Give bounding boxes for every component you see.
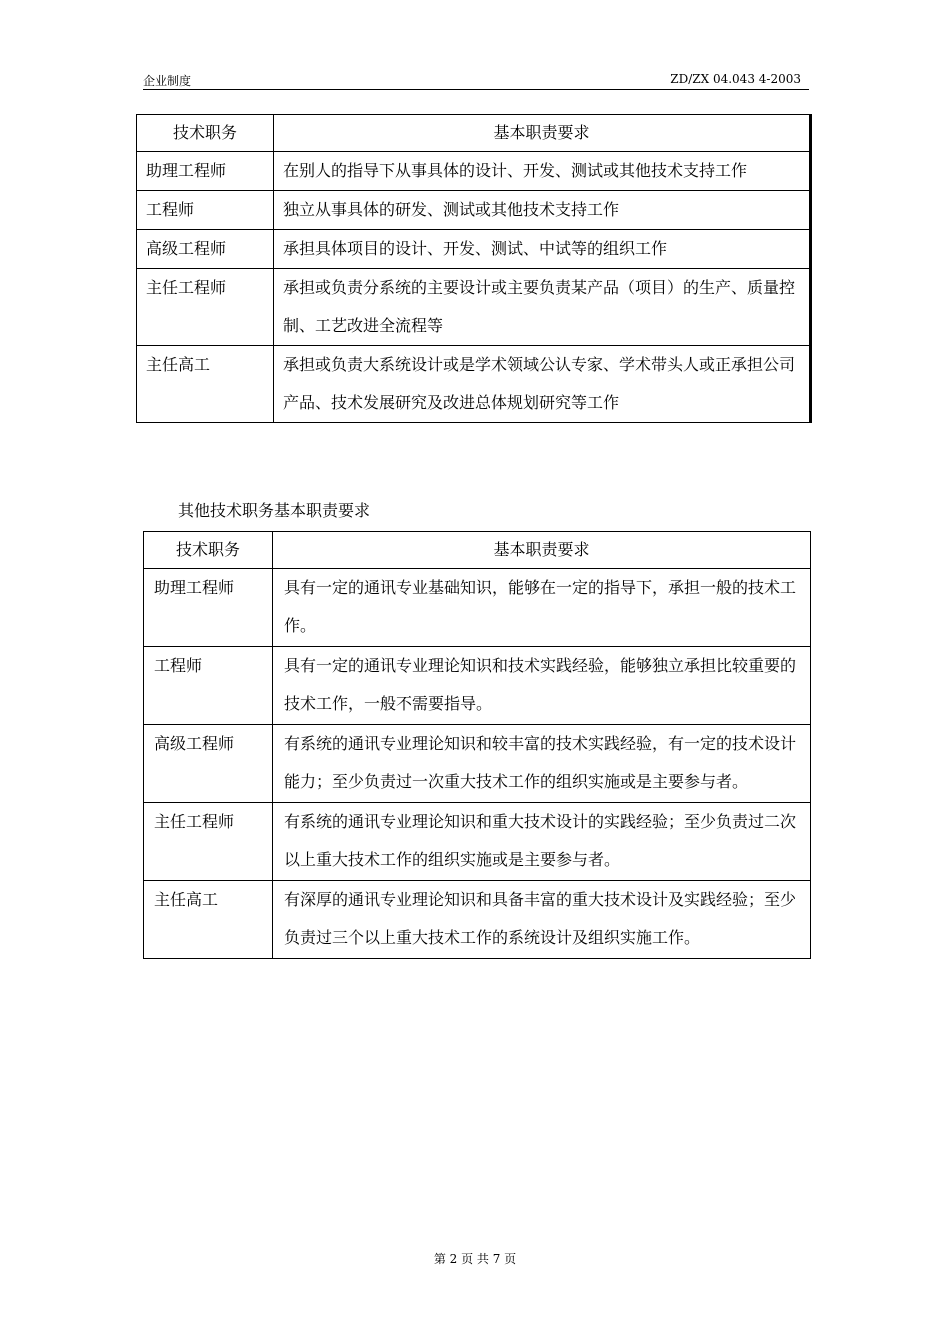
position-cell: 高级工程师 — [137, 230, 274, 269]
table-row — [137, 269, 811, 346]
duty-cell: 具有一定的通讯专业理论知识和技术实践经验，能够独立承担比较重要的技术工作，一般不需要指导。 — [273, 647, 811, 725]
position-cell: 主任高工 — [137, 346, 274, 423]
table-header-row — [144, 532, 811, 569]
duty-cell: 有系统的通讯专业理论知识和较丰富的技术实践经验，有一定的技术设计能力；至少负责过一次重大技术工作的组织实施或是主要参与者。 — [273, 725, 811, 803]
table-row — [137, 191, 811, 230]
duty-cell: 具有一定的通讯专业基础知识，能够在一定的指导下，承担一般的技术工作。 — [273, 569, 811, 647]
duty-cell: 承担或负责分系统的主要设计或主要负责某产品（项目）的生产、质量控制、工艺改进全流程等 — [274, 269, 811, 346]
column-header-duties: 基本职责要求 — [273, 532, 811, 569]
position-cell: 主任工程师 — [137, 269, 274, 346]
table-row — [137, 230, 811, 269]
duties-table-other — [143, 531, 811, 959]
page-number: 第 2 页 共 7 页 — [433, 1252, 517, 1266]
position-cell: 主任工程师 — [144, 803, 273, 881]
column-header-position: 技术职务 — [144, 532, 273, 569]
position-cell: 工程师 — [137, 191, 274, 230]
position-cell: 高级工程师 — [144, 725, 273, 803]
duty-cell: 独立从事具体的研发、测试或其他技术支持工作 — [274, 191, 811, 230]
duty-cell: 承担具体项目的设计、开发、测试、中试等的组织工作 — [274, 230, 811, 269]
table-caption: 其他技术职务基本职责要求 — [178, 501, 371, 520]
column-header-duties: 基本职责要求 — [274, 115, 811, 152]
table-row — [144, 569, 811, 647]
header-document-code: ZD/ZX 04.043 4-2003 — [670, 72, 801, 86]
position-cell: 主任高工 — [144, 881, 273, 959]
table-row — [144, 647, 811, 725]
position-cell: 工程师 — [144, 647, 273, 725]
duty-cell: 承担或负责大系统设计或是学术领域公认专家、学术带头人或正承担公司产品、技术发展研究及改进总体规划研究等工作 — [274, 346, 811, 423]
table-row — [137, 152, 811, 191]
header-company-policy: 企业制度 — [143, 74, 192, 88]
table-row — [144, 881, 811, 959]
duty-cell: 有系统的通讯专业理论知识和重大技术设计的实践经验；至少负责过二次以上重大技术工作的组织实施或是主要参与者。 — [273, 803, 811, 881]
table-row — [144, 725, 811, 803]
table-row — [144, 803, 811, 881]
table-header-row — [137, 115, 811, 152]
column-header-position: 技术职务 — [137, 115, 274, 152]
duties-table-primary — [136, 114, 812, 423]
position-cell: 助理工程师 — [144, 569, 273, 647]
duty-cell: 有深厚的通讯专业理论知识和具备丰富的重大技术设计及实践经验；至少负责过三个以上重大技术工作的系统设计及组织实施工作。 — [273, 881, 811, 959]
position-cell: 助理工程师 — [137, 152, 274, 191]
table-row — [137, 346, 811, 423]
duty-cell: 在别人的指导下从事具体的设计、开发、测试或其他技术支持工作 — [274, 152, 811, 191]
page-header — [143, 70, 809, 90]
